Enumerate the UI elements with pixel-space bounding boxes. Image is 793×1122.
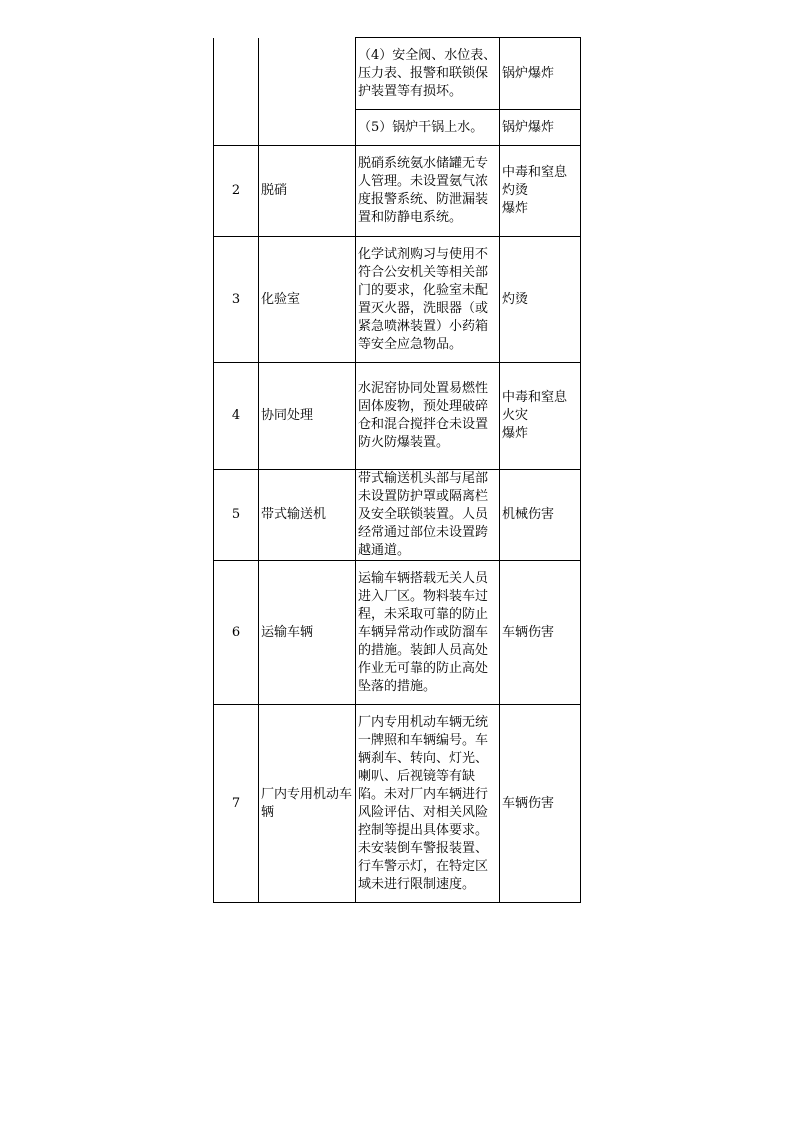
cell-description: 厂内专用机动车辆无统一牌照和车辆编号。车辆刹车、转向、灯光、喇叭、后视镜等有缺陷。未对厂内车辆进行风险评估、对相关风险控制等提出具体要求。未安装倒车警报装置、行车警示灯，在特定区域未进行限制速度。 <box>356 705 500 903</box>
cell-location: 化验室 <box>259 237 356 363</box>
hazard-item: 车辆伤害 <box>502 624 555 640</box>
cell-hazard <box>500 705 581 903</box>
table-row <box>214 363 581 470</box>
cell-no: 7 <box>214 705 259 903</box>
cell-description: 水泥窑协同处置易燃性固体废物，预处理破碎仓和混合搅拌仓未设置防火防爆装置。 <box>356 363 500 470</box>
hazard-item: 车辆伤害 <box>502 795 555 811</box>
cell-no: 5 <box>214 470 259 561</box>
cell-no: 6 <box>214 561 259 705</box>
cell-description: （5）锅炉干锅上水。 <box>356 110 500 146</box>
cell-description: 运输车辆搭载无关人员进入厂区。物料装车过程，未采取可靠的防止车辆异常动作或防溜车的措施。装卸人员高处作业无可靠的防止高处坠落的措施。 <box>356 561 500 705</box>
cell-location-continued <box>259 38 356 146</box>
hazard-item: 锅炉爆炸 <box>502 119 555 135</box>
cell-hazard <box>500 38 581 110</box>
hazard-item: 火灾 <box>502 408 529 423</box>
hazard-item: 锅炉爆炸 <box>502 65 555 81</box>
cell-description: 化学试剂购习与使用不符合公安机关等相关部门的要求，化验室未配置灭火器，洗眼器（或紧急喷淋装置）小药箱等安全应急物品。 <box>356 237 500 363</box>
cell-location: 厂内专用机动车辆 <box>259 705 356 903</box>
table-row <box>214 146 581 237</box>
cell-no: 2 <box>214 146 259 237</box>
cell-hazard <box>500 470 581 561</box>
table-row <box>214 561 581 705</box>
cell-hazard <box>500 110 581 146</box>
table-row <box>214 237 581 363</box>
cell-no: 4 <box>214 363 259 470</box>
hazard-item: 机械伤害 <box>502 507 555 522</box>
cell-location: 脱硝 <box>259 146 356 237</box>
hazard-item: 灼烫 <box>502 183 529 198</box>
hazard-table <box>213 37 581 903</box>
cell-description: 脱硝系统氨水储罐无专人管理。未设置氨气浓度报警系统、防泄漏装置和防静电系统。 <box>356 146 500 237</box>
cell-description: （4）安全阀、水位表、压力表、报警和联锁保护装置等有损坏。 <box>356 38 500 110</box>
hazard-item: 中毒和窒息 <box>502 390 568 405</box>
table-row <box>214 470 581 561</box>
cell-description: 带式输送机头部与尾部未设置防护罩或隔离栏及安全联锁装置。人员经常通过部位未设置跨越通道。 <box>356 470 500 561</box>
table-row-continuation-4 <box>214 38 581 110</box>
hazard-item: 灼烫 <box>502 291 529 307</box>
cell-hazard <box>500 146 581 237</box>
table-row <box>214 705 581 903</box>
cell-location: 带式输送机 <box>259 470 356 561</box>
cell-hazard <box>500 363 581 470</box>
cell-no: 3 <box>214 237 259 363</box>
hazard-item: 爆炸 <box>502 426 529 441</box>
cell-hazard <box>500 561 581 705</box>
hazard-item: 中毒和窒息 <box>502 165 568 180</box>
cell-hazard <box>500 237 581 363</box>
hazard-item: 爆炸 <box>502 201 529 216</box>
cell-location: 运输车辆 <box>259 561 356 705</box>
cell-no-continued <box>214 38 259 146</box>
cell-location: 协同处理 <box>259 363 356 470</box>
